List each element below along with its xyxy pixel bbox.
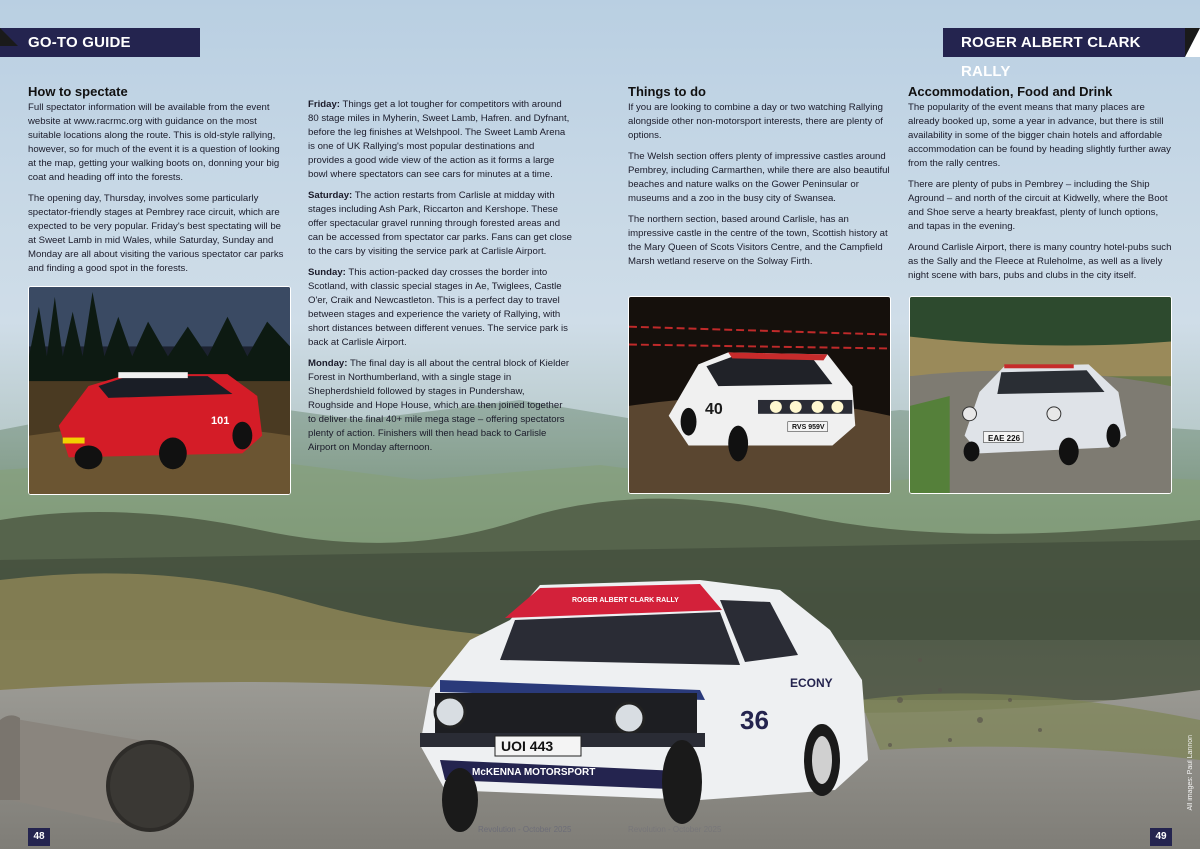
monday-text: The final day is all about the central block of Kielder Forest in Northumberland, with a single stage in Shepherdshield followed by stages in Pundershaw, Roughside and Hope House, which are then joined together to deliver the final 40+ mile mega stage – offering spectators plenty of action. Finishers will then head back to Carlisle Airport on Monday afternoon. xyxy=(308,358,570,453)
accommodation-paragraph-3: Around Carlisle Airport, there is many country hotel-pubs such as the Sally and the Fleece at Ruleholme, as well as a lively night scene with bars, pubs and clubs in the city itself. xyxy=(908,242,1172,281)
opel-plate: RVS 959V xyxy=(792,424,825,431)
things-paragraph-2: The Welsh section offers plenty of impressive castles around Pembrey, including Carmarthen, while there are also beautiful beaches and nature walks on the Gower Peninsular or museums and a zoo in the busy city of Swansea. xyxy=(628,151,890,204)
things-paragraph-3: The northern section, based around Carlisle, has an impressive castle in the centre of the town, Scottish history at the Mary Queen of Scots Visitors Centre, and the Campfield Marsh wetland reserve on the Solway Firth. xyxy=(628,214,888,267)
car-plate-text: UOI 443 xyxy=(501,738,554,754)
sunday-label: Sunday: xyxy=(308,267,346,278)
saturday-paragraph xyxy=(308,189,572,259)
photo-credit: All images: Paul Lannon xyxy=(1187,735,1194,811)
monday-label: Monday: xyxy=(308,358,348,369)
accommodation-paragraph-1: The popularity of the event means that many places are already booked up, some a year in advance, but there is still availability in some of the bigger chain hotels and affordable accommodation can be found by heading slightly further away from the rally centres. xyxy=(908,102,1171,169)
accommodation-column xyxy=(908,84,1172,290)
spectate-column xyxy=(28,84,290,283)
rally-title: ROGER ALBERT CLARK RALLY xyxy=(961,34,1141,80)
header-left xyxy=(0,28,200,57)
page-number-left: 48 xyxy=(28,828,50,846)
page-number-right: 49 xyxy=(1150,828,1172,846)
things-paragraph-1: If you are looking to combine a day or two watching Rallying alongside other non-motorsport interests, there are plenty of options. xyxy=(628,102,883,141)
header-right-corner xyxy=(1185,28,1200,57)
header-left-corner xyxy=(0,28,18,46)
go-to-guide-title: GO-TO GUIDE xyxy=(28,34,131,51)
accommodation-paragraph-2: There are plenty of pubs in Pembrey – including the Ship Aground – and north of the circuit at Kidwelly, where the Boot and Shoe serve a hearty breakfast, plenty of lunch options, and tapas in the evening. xyxy=(908,179,1168,232)
saturday-label: Saturday: xyxy=(308,190,353,201)
friday-text: Things get a lot tougher for competitors with around 80 stage miles in Myherin, Sweet Lamb, Hafren. and Dyfnant, before the leg finishes at Welshpool. The Sweet Lamb Arena is one of UK Rallying's most popular destinations and provides a good wide view of the action as it forms a large bowl where spectators can see cars for minutes at a time. xyxy=(308,99,570,180)
sunday-text: This action-packed day crosses the border into Scotland, with classic special stages in Ae, Twiglees, Castle O'er, Craik and Newcastleton. This is a perfect day to travel between stages and experience the variety of Rallying, with short distances between different venues. The service park is back at Carlisle Airport. xyxy=(308,267,568,348)
red-car-number: 101 xyxy=(211,415,230,427)
photo-opel-rally-car xyxy=(628,296,891,494)
accommodation-heading: Accommodation, Food and Drink xyxy=(908,84,1113,99)
photo-red-rally-car xyxy=(28,286,291,495)
friday-paragraph xyxy=(308,98,572,182)
spectate-paragraph-1: Full spectator information will be available from the event website at www.racrmc.org with guidance on the most suitable locations along the route. This is old-style rallying, however, so for much of the event it is a question of looking at the map, getting your walking boots on, donning your big coat and heading off into the forests. xyxy=(28,102,280,183)
footer-text-right: Revolution - October 2025 xyxy=(628,825,722,834)
opel-brand-text: OPEL xyxy=(749,353,769,360)
footer-text-left: Revolution - October 2025 xyxy=(478,825,572,834)
saturday-text: The action restarts from Carlisle at midday with stages including Ash Park, Riccarton and Kershope. These offer spectacular gravel running through forested areas and can be accessed from spectator car parks. Fans can get close to the cars by visiting the service park at Carlisle Airport. xyxy=(308,190,572,257)
monday-paragraph xyxy=(308,357,572,455)
opel-number: 40 xyxy=(705,401,723,418)
things-column xyxy=(628,84,892,276)
sunday-paragraph xyxy=(308,266,572,350)
header-right xyxy=(943,28,1185,80)
car-number-text: 36 xyxy=(740,705,769,735)
photo-anglia-rally-car xyxy=(909,296,1172,494)
spectate-heading: How to spectate xyxy=(28,84,128,99)
friday-label: Friday: xyxy=(308,99,340,110)
car-banner-text: ROGER ALBERT CLARK RALLY xyxy=(572,597,679,604)
car-sponsor-text: McKENNA MOTORSPORT xyxy=(472,767,596,778)
car-econy-text: ECONY xyxy=(790,676,833,690)
things-heading: Things to do xyxy=(628,84,706,99)
days-column xyxy=(308,98,572,462)
spectate-paragraph-2: The opening day, Thursday, involves some particularly spectator-friendly stages at Pembrey race circuit, which are expected to be very popular. Friday's best spectating will be at Sweet Lamb in mid Wales, while Saturday, Sunday and Monday are all about visiting the various spectator car parks and finding a good spot in the forests. xyxy=(28,193,284,274)
anglia-plate: EAE 226 xyxy=(988,434,1021,443)
